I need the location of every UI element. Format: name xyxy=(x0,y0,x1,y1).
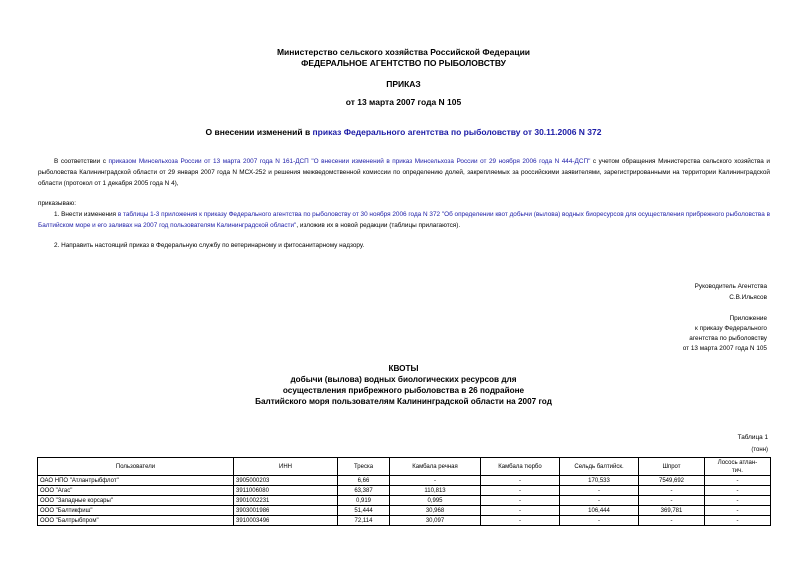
cell-inn: 3905000203 xyxy=(234,476,338,486)
col-header-flounder: Камбала речная xyxy=(390,458,481,476)
preamble-pre: В соответствии с xyxy=(54,158,109,165)
cell-value: - xyxy=(481,516,560,526)
quota-table xyxy=(37,457,771,526)
preamble-post: с учетом обращения Министерства сельского хозяйства и рыболовства Калининградской области от 29 января 2007 года N МСХ-252 и решения межведомственной комиссии по определению долей, закрепляемых за российскими заявителями, зарегистрированными на территории Калининградской области (протокол от 1 декабря 2005 года N 4), xyxy=(38,158,770,187)
col-header-salmon: Лосось атлан- тич. xyxy=(705,458,771,476)
minselkhoz-order-link[interactable]: приказом Минсельхоза России от 13 марта 2007 года N 161-ДСП "О внесении изменений в приказ Минсельхоза России от 29 ноября 2006 года N 444-ДСП" xyxy=(108,158,591,165)
subject-link[interactable]: приказ Федерального агентства по рыболовству от 30.11.2006 N 372 xyxy=(312,127,602,137)
cell-value: 0,919 xyxy=(338,496,390,506)
cell-value: - xyxy=(705,516,771,526)
col-header-herring: Сельдь балтийск. xyxy=(560,458,639,476)
item1-post: , изложив их в новой редакции (таблицы прилагаются). xyxy=(296,222,461,229)
table-header-row xyxy=(38,458,771,476)
quota-subtitle-3: Балтийского моря пользователям Калининградской области на 2007 год xyxy=(255,397,552,406)
item1-pre: 1. Внести изменения xyxy=(54,211,118,218)
appendix-line-4: от 13 марта 2007 года N 105 xyxy=(682,345,767,352)
cell-value: 51,444 xyxy=(338,506,390,516)
cell-user: ООО "Агас" xyxy=(38,486,234,496)
cell-inn: 3903001986 xyxy=(234,506,338,516)
cell-value: - xyxy=(560,496,639,506)
cell-value: - xyxy=(481,496,560,506)
agency-name: ФЕДЕРАЛЬНОЕ АГЕНТСТВО ПО РЫБОЛОВСТВУ xyxy=(301,58,506,68)
cell-value: - xyxy=(705,496,771,506)
col-header-cod: Треска xyxy=(338,458,390,476)
order-word: приказываю: xyxy=(38,200,76,207)
cell-value: - xyxy=(560,516,639,526)
cell-value: 369,781 xyxy=(639,506,705,516)
cell-value: - xyxy=(639,516,705,526)
cell-value: 170,533 xyxy=(560,476,639,486)
cell-value: - xyxy=(705,506,771,516)
cell-user: ООО "Балтрыбпром" xyxy=(38,516,234,526)
col-header-turbot: Камбала тюрбо xyxy=(481,458,560,476)
table-row xyxy=(38,506,771,516)
item2-text: 2. Направить настоящий приказ в Федеральную службу по ветеринарному и фитосанитарному надзору. xyxy=(54,242,365,249)
quota-title: КВОТЫ xyxy=(388,364,419,373)
doc-type: ПРИКАЗ xyxy=(386,79,421,89)
item-2 xyxy=(38,240,770,251)
col-header-inn: ИНН xyxy=(234,458,338,476)
doc-date-number: от 13 марта 2007 года N 105 xyxy=(345,97,462,107)
cell-value: 106,444 xyxy=(560,506,639,516)
table-row xyxy=(38,476,771,486)
preamble-paragraph xyxy=(38,156,770,189)
signature-name: С.В.Ильясов xyxy=(729,294,767,301)
cell-value: - xyxy=(639,486,705,496)
cell-user: ООО "Балтикфиш" xyxy=(38,506,234,516)
cell-value: - xyxy=(705,476,771,486)
table-row xyxy=(38,516,771,526)
cell-value: 110,813 xyxy=(390,486,481,496)
cell-inn: 3910003496 xyxy=(234,516,338,526)
cell-value: 30,097 xyxy=(390,516,481,526)
cell-value: - xyxy=(390,476,481,486)
subject-prefix: О внесении изменений в xyxy=(205,127,313,137)
signature-position: Руководитель Агентства xyxy=(694,283,767,290)
table-label: Таблица 1 xyxy=(737,434,768,441)
table-row xyxy=(38,496,771,506)
cell-value: 0,995 xyxy=(390,496,481,506)
cell-value: - xyxy=(560,486,639,496)
quota-subtitle-2: осуществления прибрежного рыболовства в 26 подрайоне xyxy=(282,386,525,395)
cell-value: - xyxy=(639,496,705,506)
cell-value: - xyxy=(481,506,560,516)
appendix-line-1: Приложение xyxy=(729,315,767,322)
cell-value: 6,66 xyxy=(338,476,390,486)
cell-value: - xyxy=(705,486,771,496)
cell-user: ОАО НПО "Атлантрыбфлот" xyxy=(38,476,234,486)
col-header-sprat: Шпрот xyxy=(639,458,705,476)
table-row xyxy=(38,486,771,496)
doc-subject xyxy=(0,127,807,138)
cell-value: - xyxy=(481,486,560,496)
cell-value: 72,114 xyxy=(338,516,390,526)
ministry-name: Министерство сельского хозяйства Российской Федерации xyxy=(276,47,531,57)
cell-inn: 3911006080 xyxy=(234,486,338,496)
item-1 xyxy=(38,209,770,231)
appendix-line-2: к приказу Федерального xyxy=(695,325,767,332)
appendix-line-3: агентства по рыболовству xyxy=(689,335,767,342)
table-unit: (тонн) xyxy=(751,447,768,453)
cell-value: 63,387 xyxy=(338,486,390,496)
tables-amendment-link[interactable]: в таблицы 1-3 приложения к приказу Федерального агентства по рыболовству от 30 ноября 2006 года N 372 "Об определении квот добычи (вылова) водных биоресурсов для осуществления прибрежного рыболовства в Балтийском море и его заливах на 2007 год пользователям Калининградской области" xyxy=(38,211,770,229)
col-header-users: Пользователи xyxy=(38,458,234,476)
quota-subtitle-1: добычи (вылова) водных биологических ресурсов для xyxy=(290,375,517,384)
cell-value: 30,968 xyxy=(390,506,481,516)
cell-value: 7549,692 xyxy=(639,476,705,486)
cell-value: - xyxy=(481,476,560,486)
cell-user: ООО "Западные корсары" xyxy=(38,496,234,506)
cell-inn: 3901002231 xyxy=(234,496,338,506)
